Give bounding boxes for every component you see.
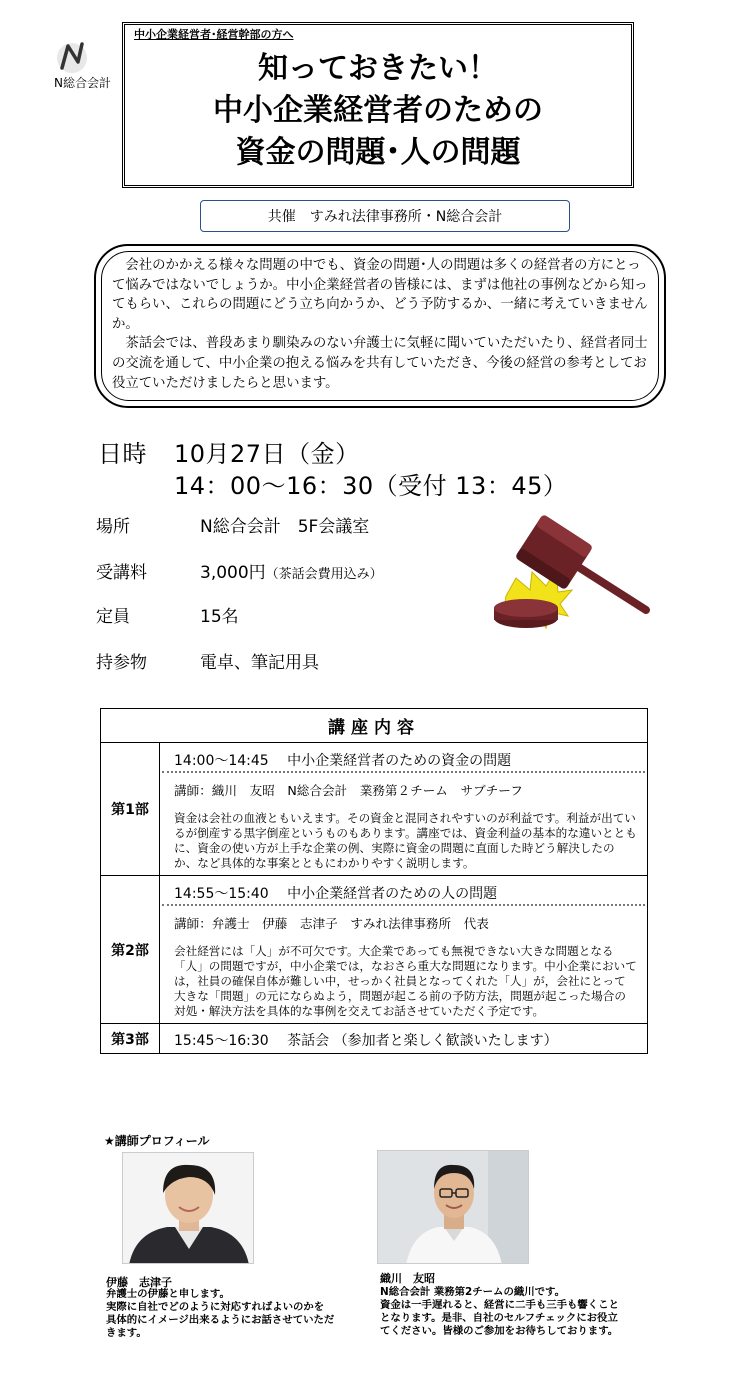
part-lecturer-2: 講師：弁護士 伊藤 志津子 すみれ法律事務所 代表 <box>174 916 489 931</box>
host-text: 共催 すみれ法律事務所・N総合会計 <box>267 209 503 225</box>
logo-text: N総合会計 <box>54 76 111 90</box>
capacity-label: 定員 <box>96 607 130 627</box>
person-photo-icon <box>123 1153 254 1264</box>
part-description-1: 資金は会社の血液ともいえます。その資金と混同されやすいのが利益です。利益が出ているが倒産する黒字倒産というものもあります。講座では、資金利益の基本的な違いとともに、資金の使い方が上手な企業の例、実際に資金の問題に直面した時どう解決したのか、など具体的な事案とともにわかりやすく説明します。 <box>174 811 637 870</box>
program-row-3 <box>101 1024 648 1054</box>
profile-desc-2 <box>380 1286 642 1338</box>
place-value: N総合会計 5F会議室 <box>200 517 370 537</box>
lecturer-photo-ito <box>122 1152 254 1264</box>
part-lecturer-1: 講師：織川 友昭 N総合会計 業務第２チーム サブチーフ <box>174 783 523 798</box>
profile-desc-line: 実際に自社でどのように対応すればよいのかを <box>106 1301 325 1313</box>
program-row-2 <box>101 876 648 1024</box>
profile-desc-1 <box>106 1288 364 1340</box>
capacity-value: 15名 <box>200 607 239 627</box>
intro-paragraph-1: 会社のかかえる様々な問題の中でも、資金の問題･人の問題は多くの経営者の方にとって悩みではないでしょうか。中小企業経営者の皆様には、まずは他社の事例などから知ってもらい、これらの問題にどう立ち向かうか、どう予防するか、一緒に考えていきませんか。 <box>112 258 648 332</box>
part-title-1: 14:00～14:45 中小企業経営者のための資金の問題 <box>174 753 512 769</box>
part-description-2: 会社経営には「人」が不可欠です。大企業であっても無視できない大きな問題となる「人」の問題ですが，中小企業では，なおさら重大な問題になります。中小企業においては，社員の確保自体が難しい中，せっかく社員となってくれた「人」が，会社にとって大きな「問題」の元にならぬよう，問題が起こる前の予防方法，問題が起こった場合の対処・解決方法を具体的な事例を交えてお話させていただく予定です。 <box>174 944 637 1018</box>
intro-text <box>112 256 652 393</box>
profile-desc-line: 資金は一手遅れると、経営に二手も三手も響くこと <box>380 1299 619 1311</box>
profile-desc-line: てください。皆様のご参加をお待ちしております。 <box>380 1325 619 1337</box>
title-line-3: 資金の問題･人の問題 <box>235 135 521 170</box>
host-box <box>200 200 570 232</box>
date-label: 日時 <box>98 440 147 468</box>
program-header: 講座内容 <box>101 709 648 743</box>
lecturer-photo-orikawa <box>377 1150 529 1264</box>
profile-name-2: 織川 友昭 <box>380 1272 435 1285</box>
part-content-2 <box>160 876 648 1024</box>
time-value: 14：00～16：30（受付 13：45） <box>174 472 568 500</box>
profile-desc-line: となります。是非、自社のセルフチェックにお役立 <box>380 1312 618 1324</box>
place-label: 場所 <box>96 517 130 537</box>
profile-desc-line: きます。 <box>106 1327 147 1339</box>
intro-paragraph-2: 茶話会では、普段あまり馴染みのない弁護士に気軽に聞いていただいたり、経営者同士の交流を通して、中小企業の抱える悩みを共有していただき、今後の経営の参考としてお役立ていただけましたらと思います。 <box>112 336 648 391</box>
profile-desc-line: 具体的にイメージ出来るようにお話させていただ <box>106 1314 335 1326</box>
fee-label: 受講料 <box>96 563 147 583</box>
profile-name-1: 伊藤 志津子 <box>106 1276 172 1289</box>
bring-label: 持参物 <box>96 653 147 673</box>
part-label-1: 第1部 <box>101 743 160 876</box>
target-audience: 中小企業経営者･経営幹部の方へ <box>134 28 294 41</box>
part-label-2: 第2部 <box>101 876 160 1024</box>
date-value: 10月27日（金） <box>174 440 360 468</box>
program-table <box>100 708 648 1054</box>
program-row-1 <box>101 743 648 876</box>
fee-value <box>200 558 383 583</box>
part-title-2: 14:55～15:40 中小企業経営者のための人の問題 <box>174 886 498 902</box>
title-line-2: 中小企業経営者のための <box>213 93 543 128</box>
profile-section-title: ★講師プロフィール <box>104 1134 210 1148</box>
bring-value: 電卓、筆記用具 <box>200 653 319 673</box>
title-line-1: 知っておきたい！ <box>258 51 498 86</box>
part-label-3: 第3部 <box>101 1024 160 1054</box>
fee-note: （茶話会費用込み） <box>265 567 383 582</box>
part-title-3: 15:45～16:30 茶話会 （参加者と楽しく歓談いたします） <box>174 1033 558 1049</box>
fee-amount: 3,000円 <box>200 563 266 583</box>
part-content-3 <box>160 1024 648 1054</box>
gavel-icon <box>488 512 658 642</box>
person-photo-icon <box>378 1151 529 1264</box>
part-content-1 <box>160 743 648 876</box>
profile-desc-line: N総合会計 業務第2チームの織川です。 <box>380 1286 565 1298</box>
profile-desc-line: 弁護士の伊藤と申します。 <box>106 1288 230 1300</box>
